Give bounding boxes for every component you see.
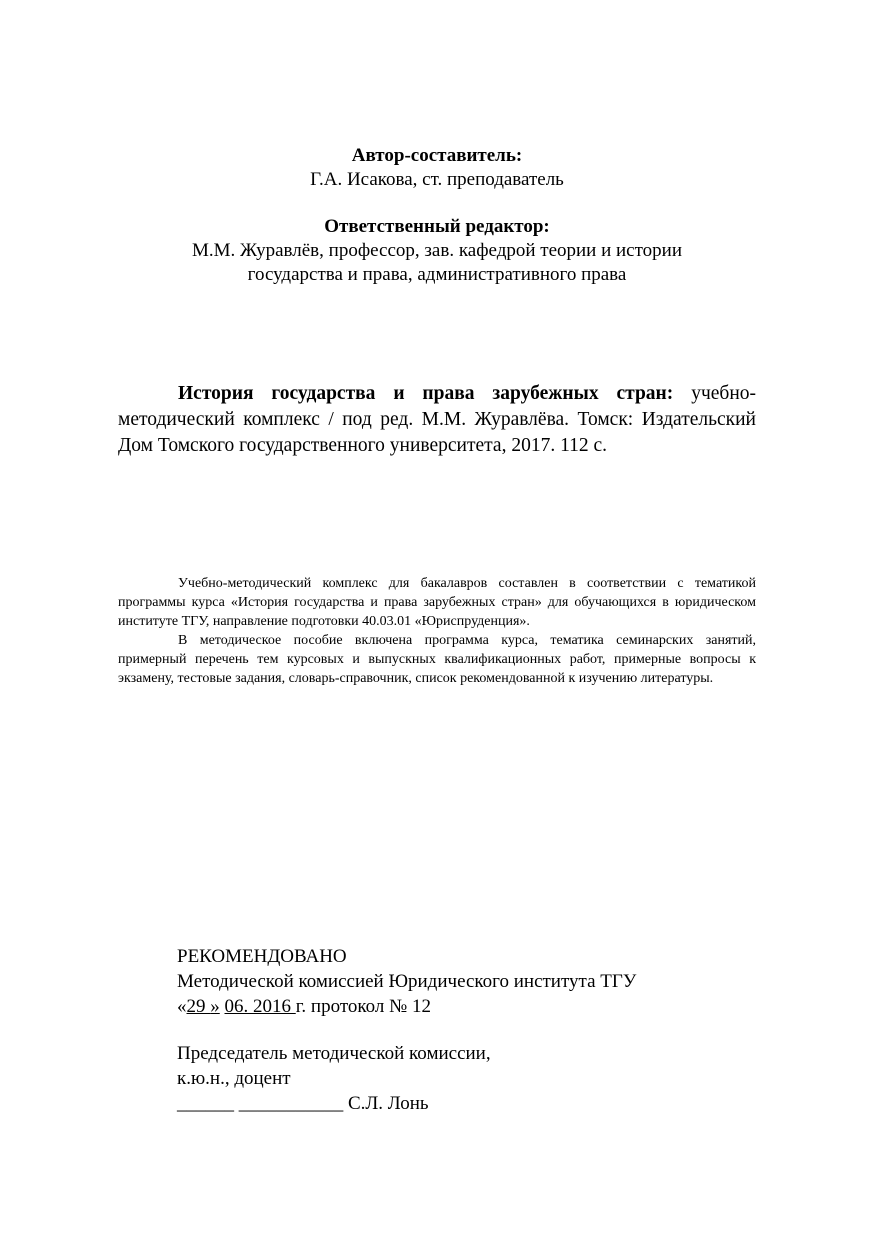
book-description: учебно-методический комплекс / под ред. М.М. Журавлёва. Томск: Издательский Дом Томского государственного университета, 2017. 112 с.	[118, 383, 757, 456]
recommendation-committee: Методической комиссией Юридического института ТГУ	[177, 971, 637, 992]
date-quote-close: »	[210, 996, 220, 1017]
editor-line-2: государства и права, административного права	[247, 264, 627, 285]
editor-line-1: М.М. Журавлёв, профессор, зав. кафедрой теории и истории	[191, 240, 683, 261]
protocol: г. протокол № 12	[295, 996, 431, 1017]
signature-line: ______ ___________	[177, 1093, 344, 1114]
abstract-paragraph-2: В методическое пособие включена программа курса, тематика семинарских занятий, примерный перечень тем курсовых и выпускных квалификационных работ, примерные вопросы к экзамену, тестовые задания, словарь-справочник, список рекомендованной к изучению литературы.	[118, 633, 756, 686]
recommendation-heading: РЕКОМЕНДОВАНО	[177, 946, 347, 967]
author-name: Г.А. Исакова, ст. преподаватель	[310, 169, 564, 190]
author-heading: Автор-составитель:	[351, 145, 523, 166]
abstract	[118, 574, 756, 688]
date-day: 29	[186, 996, 211, 1017]
date-quote-open: «	[177, 996, 187, 1017]
chair-signature	[177, 1091, 777, 1116]
book-title: История государства и права зарубежных стран:	[178, 383, 674, 404]
abstract-paragraph-1: Учебно-методический комплекс для бакалавров составлен в соответствии с тематикой программы курса «История государства и права зарубежных стран» для обучающихся в юридическом институте ТГУ, направление подготовки 40.03.01 «Юриспруденция».	[118, 576, 756, 629]
editor-heading: Ответственный редактор:	[324, 216, 550, 237]
chair-degree: к.ю.н., доцент	[177, 1068, 291, 1089]
chair-title: Председатель методической комиссии,	[177, 1043, 491, 1064]
recommendation-block	[177, 944, 777, 1019]
date-month-year: 06. 2016	[224, 996, 291, 1017]
bibliographic-description	[118, 381, 756, 459]
chair-block	[177, 1041, 777, 1116]
recommendation-date	[177, 994, 777, 1019]
chair-name: С.Л. Лонь	[348, 1093, 429, 1114]
